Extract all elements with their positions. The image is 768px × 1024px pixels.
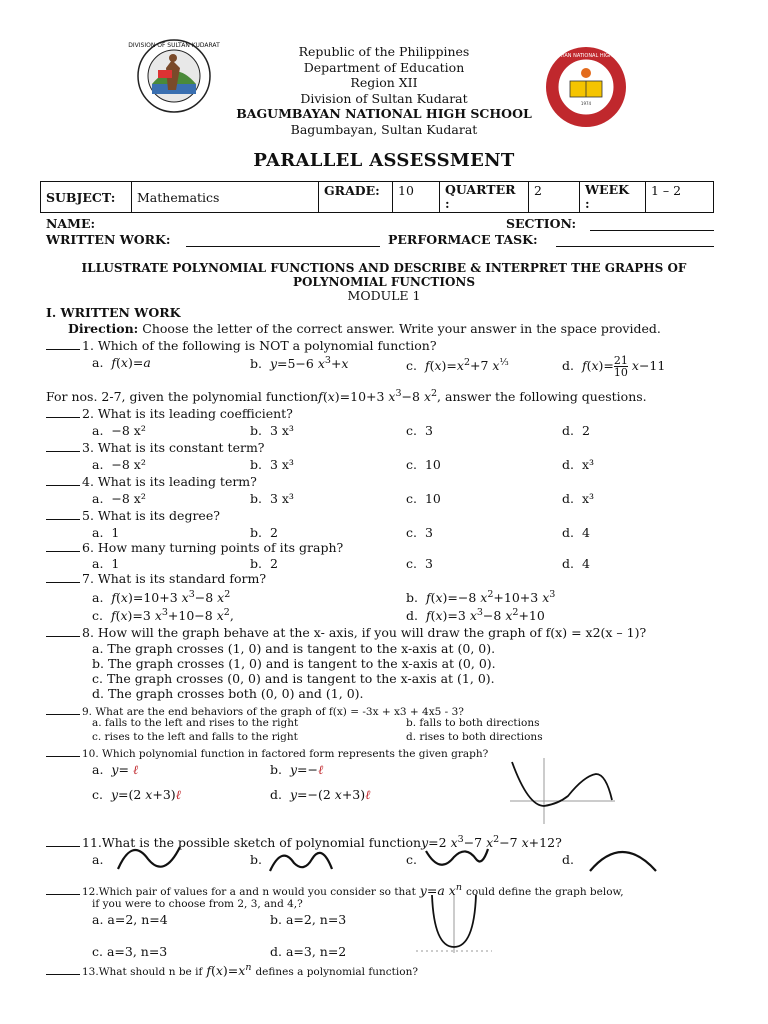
option-text: 1: [111, 525, 120, 540]
option-letter: a.: [92, 525, 104, 540]
q2-option-b: [250, 423, 294, 438]
page-title: PARALLEL ASSESSMENT: [253, 150, 515, 171]
question-3-text: 3. What is its constant term?: [82, 440, 265, 455]
q4-option-b: [250, 491, 294, 506]
intro-2-7: For nos. 2-7, given the polynomial functionf(x)=10+3 $x^3-8$ $x^2$, answer the following questions.: [46, 388, 647, 405]
option-text: −8 x²: [111, 457, 146, 472]
q9-option-a: a. falls to the left and rises to the right: [92, 717, 299, 729]
question-9: [46, 703, 464, 718]
q11-sketch-b: [266, 845, 336, 873]
week-label-text: WEEK: [585, 182, 629, 197]
quarter-label: [440, 182, 529, 213]
grade-value: 10: [393, 182, 440, 213]
option-letter: a.: [92, 457, 104, 472]
question-3: [46, 440, 265, 455]
section-label: SECTION:: [506, 216, 577, 231]
q8-option-b: b. The graph crosses (1, 0) and is tangent to the x-axis at (0, 0).: [92, 656, 496, 671]
option-text: x³: [581, 491, 594, 506]
option-letter: c.: [406, 358, 417, 374]
q10-option-a: a. y= ℓ: [92, 762, 139, 777]
q9-option-d: d. rises to both directions: [406, 731, 543, 743]
option-letter: a.: [92, 423, 104, 438]
question-1: [46, 338, 437, 353]
question-13-text: 13.What should n be if: [82, 966, 203, 979]
q3-option-c: [406, 457, 441, 472]
option-text: 4: [581, 525, 590, 540]
answer-blank[interactable]: [46, 582, 80, 583]
question-9-text: 9. What are the end behaviors of the graph of f(x) = -3x + x3 + 4x5 - 3?: [82, 706, 464, 718]
option-text: 4: [581, 556, 590, 571]
option-letter: c.: [406, 491, 417, 506]
name-label: NAME:: [46, 216, 96, 231]
option-letter: d.: [562, 525, 574, 540]
question-12-sub: if you were to choose from 2, 3, and 4,?: [92, 898, 303, 910]
svg-text:DIVISION OF SULTAN KUDARAT: DIVISION OF SULTAN KUDARAT: [128, 42, 220, 49]
q6-option-b: [250, 556, 278, 571]
question-7: [46, 571, 266, 586]
svg-text:BAGUMBAYAN NATIONAL HIGH SCHOO: BAGUMBAYAN NATIONAL HIGH SCHOOL: [536, 53, 636, 59]
direction-text: Choose the letter of the correct answer. Write your answer in the space provided.: [138, 321, 661, 336]
question-4: [46, 474, 257, 489]
option-letter: d.: [406, 608, 418, 624]
answer-blank[interactable]: [46, 714, 80, 715]
q8-option-c: c. The graph crosses (0, 0) and is tangent to the x-axis at (1, 0).: [92, 671, 495, 686]
question-10-text: 10. Which polynomial function in factored form represents the given graph?: [82, 748, 489, 760]
subject-label: SUBJECT:: [41, 182, 132, 213]
q1-option-c: c. $f(x)=x^2+7$ $x^{\frac{1}{3}}$: [406, 357, 509, 374]
performance-task-field[interactable]: [556, 246, 714, 247]
option-letter: b.: [250, 356, 262, 372]
q12-graph: [412, 893, 496, 955]
q1-option-d: d. f(x)= 21 10 x−11: [562, 354, 666, 379]
question-8-text: 8. How will the graph behave at the x- axis, if you will draw the graph of f(x) = x2(x – 1)?: [82, 625, 647, 640]
school-address: Bagumbayan, Sultan Kudarat: [290, 121, 478, 137]
question-11: 11.What is the possible sketch of polynomial functiony=2 $x^3-7$ $x^2-7$ x+12?: [46, 834, 562, 850]
option-letter: d.: [562, 457, 574, 472]
option-text: 2: [581, 423, 590, 438]
q11-sketch-d: [586, 843, 662, 873]
q3-option-d: [562, 457, 594, 472]
option-letter: d.: [562, 491, 574, 506]
written-work-label: WRITTEN WORK:: [46, 232, 171, 247]
option-text: 3: [424, 525, 433, 540]
option-letter: b.: [270, 762, 282, 777]
option-letter: b.: [250, 457, 262, 472]
performance-task-label: PERFORMACE TASK:: [388, 232, 538, 247]
intro-text-a: For nos. 2-7, given the polynomial function: [46, 389, 319, 405]
direction-label: Direction:: [68, 321, 139, 336]
week-label-colon: :: [585, 196, 590, 211]
q2-option-d: [562, 423, 590, 438]
option-text: 10: [424, 457, 441, 472]
q5-option-d: [562, 525, 590, 540]
written-work-field[interactable]: [186, 246, 380, 247]
q7-option-b: b. f(x)=−8 $x^2+10+3$ $x^3$: [406, 589, 556, 606]
header-line-1: Republic of the Philippines: [298, 44, 470, 59]
option-text: 2: [269, 556, 278, 571]
q5-option-b: [250, 525, 278, 540]
question-5: [46, 508, 220, 523]
question-12: 12.Which pair of values for a and n would you consider so that y=a $x^n$ could define the graph below,: [46, 882, 624, 898]
grade-label: GRADE:: [319, 182, 393, 213]
question-13: 13.What should n be if $f(x)=x^n$ defines a polynomial function?: [46, 962, 418, 978]
option-letter: a.: [92, 556, 104, 571]
answer-blank[interactable]: [46, 451, 80, 452]
option-letter: b.: [250, 852, 262, 867]
intro-text-b: , answer the following questions.: [437, 389, 647, 405]
option-letter: a.: [92, 852, 104, 867]
answer-blank[interactable]: [46, 846, 80, 847]
option-letter: c.: [406, 556, 417, 571]
q8-option-d: d. The graph crosses both (0, 0) and (1, 0).: [92, 686, 364, 701]
q10-option-d: d. y=−(2 x+3)ℓ: [270, 787, 371, 802]
q8-option-a: a. The graph crosses (1, 0) and is tangent to the x-axis at (0, 0).: [92, 641, 496, 656]
question-6-text: 6. How many turning points of its graph?: [82, 540, 344, 555]
option-text: 3: [424, 423, 433, 438]
question-5-text: 5. What is its degree?: [82, 508, 220, 523]
q4-option-d: [562, 491, 594, 506]
q2-option-a: [92, 423, 146, 438]
answer-blank[interactable]: [46, 636, 80, 637]
q1-option-a: a. f(x)=a: [92, 355, 151, 370]
option-letter: a.: [92, 590, 104, 606]
subject-value: Mathematics: [132, 182, 319, 213]
option-letter: d.: [562, 423, 574, 438]
option-text: 3 x³: [269, 423, 294, 438]
option-letter: a.: [92, 491, 104, 506]
option-letter: d.: [562, 852, 574, 867]
q1-option-b: b. y=5−6 $x^3+x$: [250, 355, 349, 372]
header-line-3: Region XII: [350, 75, 418, 90]
answer-blank[interactable]: [46, 485, 80, 486]
option-letter: d.: [562, 556, 574, 571]
q11-option-c: [406, 852, 417, 867]
question-2: [46, 406, 293, 421]
q6-option-a: [92, 556, 119, 571]
q6-option-c: [406, 556, 433, 571]
question-6: [46, 540, 343, 555]
q5-option-c: [406, 525, 433, 540]
option-letter: c.: [406, 457, 417, 472]
topic-line-2: POLYNOMIAL FUNCTIONS: [292, 275, 476, 289]
option-text: −8 x²: [111, 423, 146, 438]
option-letter: c.: [92, 787, 103, 802]
q11-sketch-a: [114, 843, 186, 873]
option-letter: d.: [270, 787, 282, 802]
q11-option-d: [562, 852, 574, 867]
option-letter: b.: [250, 491, 262, 506]
option-text: 3 x³: [269, 457, 294, 472]
answer-blank[interactable]: [46, 551, 80, 552]
q11-option-a: [92, 852, 103, 867]
question-4-text: 4. What is its leading term?: [82, 474, 257, 489]
q12-option-c: c. a=3, n=3: [92, 944, 168, 959]
answer-blank[interactable]: [46, 349, 80, 350]
option-letter: b.: [406, 590, 418, 606]
option-text: 1: [111, 556, 120, 571]
question-12-text-b: could define the graph below,: [465, 886, 624, 899]
option-letter: c.: [406, 525, 417, 540]
answer-blank[interactable]: [46, 519, 80, 520]
answer-blank[interactable]: [46, 417, 80, 418]
option-text: −8 x²: [111, 491, 146, 506]
option-letter: d.: [562, 358, 574, 373]
header-line-2: Department of Education: [303, 59, 465, 75]
q2-option-c: [406, 423, 433, 438]
option-text: 3 x³: [269, 491, 294, 506]
question-10: [46, 745, 488, 760]
question-7-text: 7. What is its standard form?: [82, 571, 267, 586]
topic-heading: [40, 261, 728, 303]
option-letter: b.: [250, 423, 262, 438]
info-table: [40, 181, 714, 213]
answer-blank[interactable]: [46, 756, 80, 757]
question-8: [46, 625, 646, 640]
question-2-text: 2. What is its leading coefficient?: [82, 406, 293, 421]
option-letter: a.: [92, 355, 104, 370]
question-11-text: 11.What is the possible sketch of polynomial function: [82, 835, 422, 851]
answer-blank[interactable]: [46, 894, 80, 895]
module-label: MODULE 1: [347, 288, 421, 303]
question-13-text-b: defines a polynomial function?: [255, 966, 418, 979]
svg-text:1974: 1974: [580, 101, 592, 106]
option-letter: c.: [406, 852, 417, 867]
q7-option-a: a. f(x)=10+3 $x^3-8$ $x^2$: [92, 589, 231, 606]
q4-option-c: [406, 491, 441, 506]
option-letter: c.: [92, 608, 103, 624]
letterhead: [0, 44, 768, 137]
q11-option-b: [250, 852, 262, 867]
question-12-text: 12.Which pair of values for a and n would you consider so that: [82, 886, 416, 899]
q12-option-a: a. a=2, n=4: [92, 912, 168, 927]
option-letter: c.: [406, 423, 417, 438]
option-letter: b.: [250, 556, 262, 571]
q11-sketch-c: [422, 845, 492, 873]
section-field[interactable]: [590, 230, 714, 231]
option-letter: a.: [92, 762, 104, 777]
option-letter: b.: [250, 525, 262, 540]
week-value: 1 – 2: [646, 182, 714, 213]
quarter-label-text: QUARTER: [445, 182, 516, 197]
q7-option-d: d. f(x)=3 $x^3-8$ $x^2+10$: [406, 607, 545, 624]
q9-option-c: c. rises to the left and falls to the right: [92, 731, 298, 743]
option-text: x³: [581, 457, 594, 472]
direction: [68, 321, 661, 336]
topic-line-1: ILLUSTRATE POLYNOMIAL FUNCTIONS AND DESCRIBE & INTERPRET THE GRAPHS OF: [81, 261, 687, 275]
school-name: BAGUMBAYAN NATIONAL HIGH SCHOOL: [236, 106, 532, 121]
q10-option-b: b. y=−ℓ: [270, 762, 324, 777]
option-text: 10: [424, 491, 441, 506]
header-line-4: Division of Sultan Kudarat: [300, 90, 468, 106]
q4-option-a: [92, 491, 146, 506]
option-text: 3: [424, 556, 433, 571]
q3-option-a: [92, 457, 146, 472]
q10-option-c: c. y=(2 x+3)ℓ: [92, 787, 181, 802]
quarter-label-colon: :: [445, 196, 450, 211]
option-text: 2: [269, 525, 278, 540]
question-11-end: ?: [555, 835, 562, 851]
q10-graph: [500, 756, 620, 826]
name-field[interactable]: [100, 228, 480, 229]
q3-option-b: [250, 457, 294, 472]
answer-blank[interactable]: [46, 974, 80, 975]
week-label: [580, 182, 646, 213]
quarter-value: 2: [529, 182, 580, 213]
q7-option-c: c. f(x)=3 $x^3+10-8$ $x^2$,: [92, 607, 234, 624]
q9-option-b: b. falls to both directions: [406, 717, 540, 729]
q12-option-b: b. a=2, n=3: [270, 912, 347, 927]
section-heading: I. WRITTEN WORK: [46, 305, 181, 320]
question-1-text: 1. Which of the following is NOT a polynomial function?: [82, 338, 437, 353]
q12-option-d: d. a=3, n=2: [270, 944, 347, 959]
q5-option-a: [92, 525, 119, 540]
q6-option-d: [562, 556, 590, 571]
